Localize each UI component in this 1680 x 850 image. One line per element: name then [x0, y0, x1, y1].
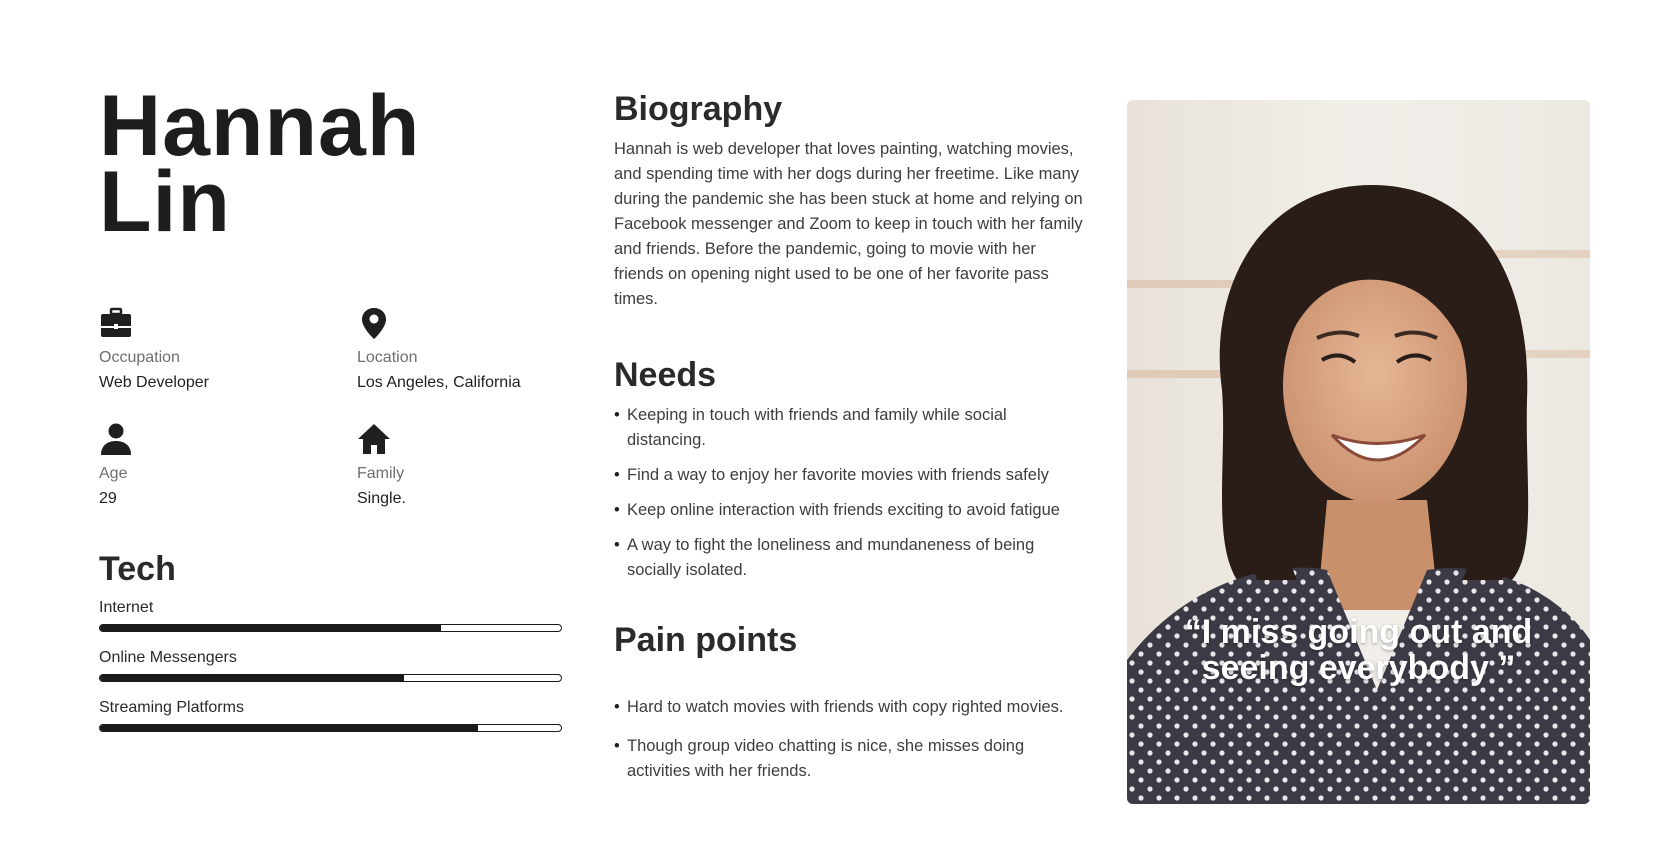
location-label: Location — [357, 349, 418, 366]
tech-level-fill — [100, 675, 404, 681]
tech-level-bar — [99, 724, 562, 732]
tech-level-bar — [99, 624, 562, 632]
list-item: • Keeping in touch with friends and family while social distancing. — [614, 403, 1084, 453]
tech-item-label: Streaming Platforms — [99, 699, 244, 716]
person-icon — [99, 422, 133, 456]
tech-level-fill — [100, 625, 441, 631]
tech-item-online-messengers — [99, 648, 562, 682]
tech-item-label: Online Messengers — [99, 649, 237, 666]
fact-location — [357, 306, 597, 393]
occupation-value: Web Developer — [99, 374, 209, 391]
needs-heading: Needs — [614, 356, 717, 394]
briefcase-icon — [99, 306, 133, 340]
family-value: Single. — [357, 490, 406, 507]
tech-item-label: Internet — [99, 599, 154, 616]
persona-quote: “I miss going out and seeing everybody ” — [1184, 613, 1533, 687]
biography-heading: Biography — [614, 90, 783, 128]
persona-name — [99, 78, 421, 250]
list-item: • Though group video chatting is nice, she misses doing activities with her friends. — [614, 734, 1084, 784]
persona-last-name: Lin — [99, 154, 231, 250]
home-icon — [357, 422, 391, 456]
fact-family — [357, 422, 597, 509]
persona-first-name: Hannah — [99, 78, 421, 174]
list-item: • Find a way to enjoy her favorite movies with friends safely — [614, 463, 1084, 488]
tech-level-bar — [99, 674, 562, 682]
pain-points-heading: Pain points — [614, 621, 798, 659]
occupation-label: Occupation — [99, 349, 180, 366]
pain-points-list — [614, 695, 1084, 784]
map-pin-icon — [357, 306, 391, 340]
list-item: • Keep online interaction with friends exciting to avoid fatigue — [614, 498, 1084, 523]
tech-heading: Tech — [99, 550, 176, 588]
fact-age — [99, 422, 339, 509]
needs-list — [614, 403, 1084, 583]
family-label: Family — [357, 465, 405, 482]
location-value: Los Angeles, California — [357, 374, 521, 391]
tech-item-internet — [99, 598, 562, 632]
persona-photo — [1127, 100, 1590, 804]
list-item: • Hard to watch movies with friends with copy righted movies. — [614, 695, 1084, 720]
portrait-illustration — [1127, 100, 1590, 804]
list-item: • A way to fight the loneliness and mundaneness of being socially isolated. — [614, 533, 1084, 583]
fact-occupation — [99, 306, 339, 393]
age-label: Age — [99, 465, 128, 482]
age-value: 29 — [99, 490, 117, 507]
tech-item-streaming-platforms — [99, 698, 562, 732]
biography-text: Hannah is web developer that loves painting, watching movies, and spending time with her dogs during her freetime. Like many during the pandemic she has been stuck at home and relying on Facebook messenger and Zoom to keep in touch with her family and friends. Before the pandemic, going to movie with her friends on opening night used to be one of her favorite pass times. — [614, 140, 1083, 308]
tech-level-fill — [100, 725, 478, 731]
